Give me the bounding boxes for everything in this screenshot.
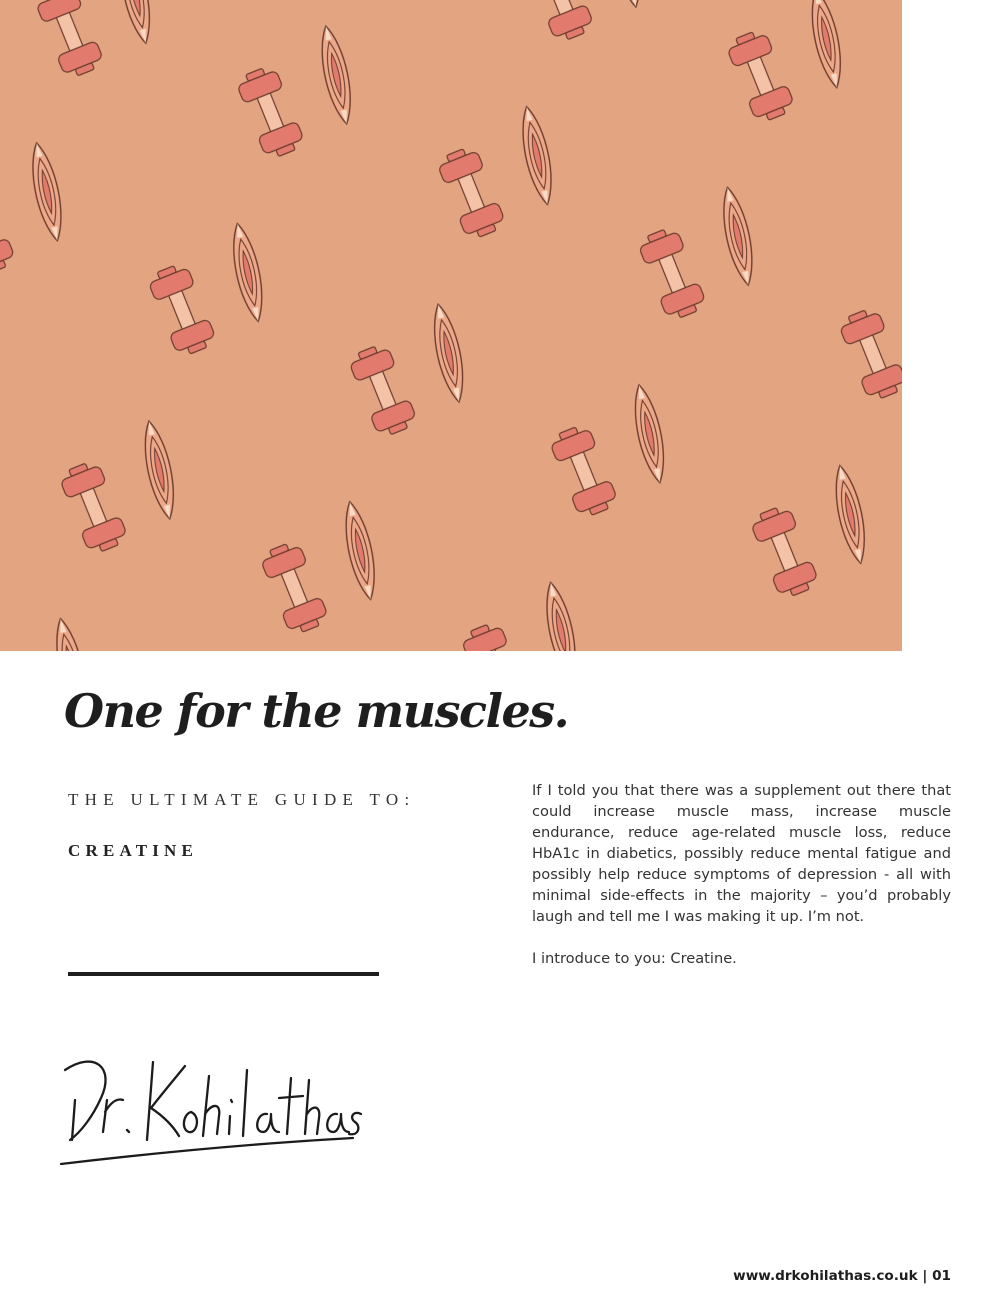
intro-paragraph: I introduce to you: Creatine.	[532, 950, 737, 967]
divider-rule	[68, 972, 379, 976]
hero-pattern-image	[0, 0, 902, 651]
guide-topic: CREATINE	[68, 841, 199, 860]
intro-text	[532, 780, 951, 990]
signature-drawing	[55, 1040, 365, 1175]
handwritten-signature	[55, 1040, 365, 1180]
page-footer	[733, 1268, 951, 1284]
page-title: One for the muscles.	[64, 684, 569, 738]
dumbbell-muscle-pattern	[0, 0, 902, 651]
guide-eyebrow: THE ULTIMATE GUIDE TO:	[68, 790, 416, 809]
intro-paragraph: If I told you that there was a supplement out there that could increase muscle mass, increase muscle endurance, reduce age-related muscle loss, reduce HbA1c in diabetics, possibly reduce mental fatigue and possibly help reduce symptoms of depression - all with minimal side-effects in the majority – you’d probably laugh and tell me I was making it up. I’m not.	[532, 782, 951, 925]
footer-separator: |	[922, 1268, 928, 1284]
website-link[interactable]: www.drkohilathas.co.uk	[733, 1268, 918, 1284]
page-number: 01	[932, 1268, 951, 1284]
